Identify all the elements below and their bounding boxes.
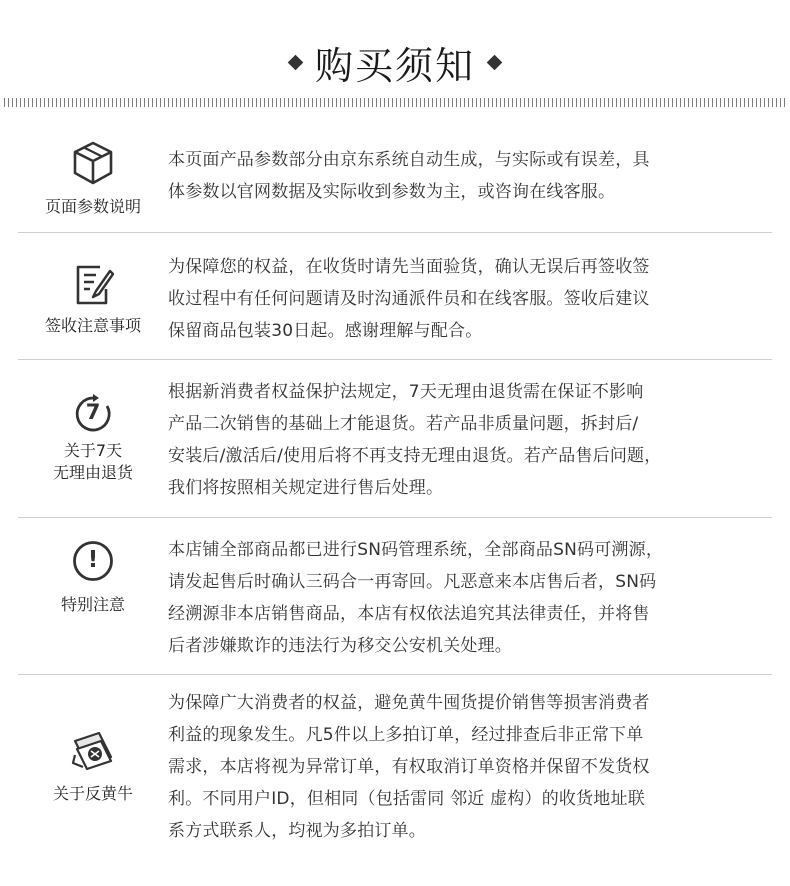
section-label: 关于反黄牛 xyxy=(52,784,133,803)
section-label-line: 无理由退货 xyxy=(52,463,133,482)
section-seven-day-return xyxy=(18,360,772,517)
text-line: 保留商品包装30日起。感谢理解与配合。 xyxy=(168,321,483,341)
no-scalper-icon xyxy=(69,727,117,771)
text-line: 根据新消费者权益保护法规定，7天无理由退货需在保证不影响 xyxy=(168,382,644,402)
seven-day-return-icon xyxy=(73,394,113,434)
box-icon xyxy=(71,140,115,186)
text-line: 体参数以官网数据及实际收到参数为主，或咨询在线客服。 xyxy=(168,182,616,202)
section-text xyxy=(168,376,772,504)
text-line: 需求，本店将视为异常订单，有权取消订单资格并保留不发货权 xyxy=(168,757,650,777)
icon-column xyxy=(18,394,168,484)
text-line: 后者涉嫌欺诈的违法行为移交公安机关处理。 xyxy=(168,636,512,656)
icon-column xyxy=(18,140,168,218)
tick-divider xyxy=(4,98,786,107)
diamond-right-icon xyxy=(487,54,503,70)
section-text xyxy=(168,144,772,208)
section-anti-scalper xyxy=(18,675,772,875)
text-line: 为保障广大消费者的权益，避免黄牛囤货提价销售等损害消费者 xyxy=(168,693,650,713)
section-text xyxy=(168,687,772,847)
section-product-params xyxy=(18,128,772,232)
section-label: 页面参数说明 xyxy=(44,197,141,216)
text-line: 经溯源非本店销售商品，本店有权依法追究其法律责任，并将售 xyxy=(168,604,650,624)
icon-column xyxy=(18,261,168,337)
text-line: 系方式联系人，均视为多拍订单。 xyxy=(168,821,426,841)
text-line: 收过程中有任何问题请及时沟通派件员和在线客服。签收后建议 xyxy=(168,289,650,309)
text-line: 本店铺全部商品都已进行SN码管理系统，全部商品SN码可溯源， xyxy=(168,540,664,560)
section-label: 签收注意事项 xyxy=(44,316,141,335)
text-line: 产品二次销售的基础上才能退货。若产品非质量问题，拆封后/ xyxy=(168,414,639,434)
section-label: 特别注意 xyxy=(60,595,125,614)
exclamation-icon xyxy=(72,540,114,582)
icon-column xyxy=(18,540,168,616)
text-line: 本页面产品参数部分由京东系统自动生成，与实际或有误差，具 xyxy=(168,150,650,170)
text-line: 为保障您的权益，在收货时请先当面验货，确认无误后再签收签 xyxy=(168,257,650,277)
sign-form-icon xyxy=(70,261,116,307)
icon-column xyxy=(18,727,168,805)
text-line: 利。不同用户ID，但相同（包括雷同 邻近 虚构）的收货地址联 xyxy=(168,789,645,809)
section-delivery-notes xyxy=(18,233,772,359)
section-label-line: 关于7天 xyxy=(63,441,123,460)
text-line: 安装后/激活后/使用后将不再支持无理由退货。若产品售后问题， xyxy=(168,446,662,466)
diamond-left-icon xyxy=(288,54,304,70)
page-title: 购买须知 xyxy=(314,43,475,88)
section-special-notice xyxy=(18,518,772,674)
seven-digit: 7 xyxy=(85,400,101,424)
header xyxy=(0,32,790,92)
section-text xyxy=(168,251,772,347)
text-line: 请发起售后时确认三码合一再寄回。凡恶意来本店售后者，SN码 xyxy=(168,572,657,592)
text-line: 我们将按照相关规定进行售后处理。 xyxy=(168,478,444,498)
text-line: 利益的现象发生。凡5件以上多拍订单，经过排查后非正常下单 xyxy=(168,725,644,745)
section-text xyxy=(168,534,772,662)
exclamation-mark: ! xyxy=(87,547,99,573)
